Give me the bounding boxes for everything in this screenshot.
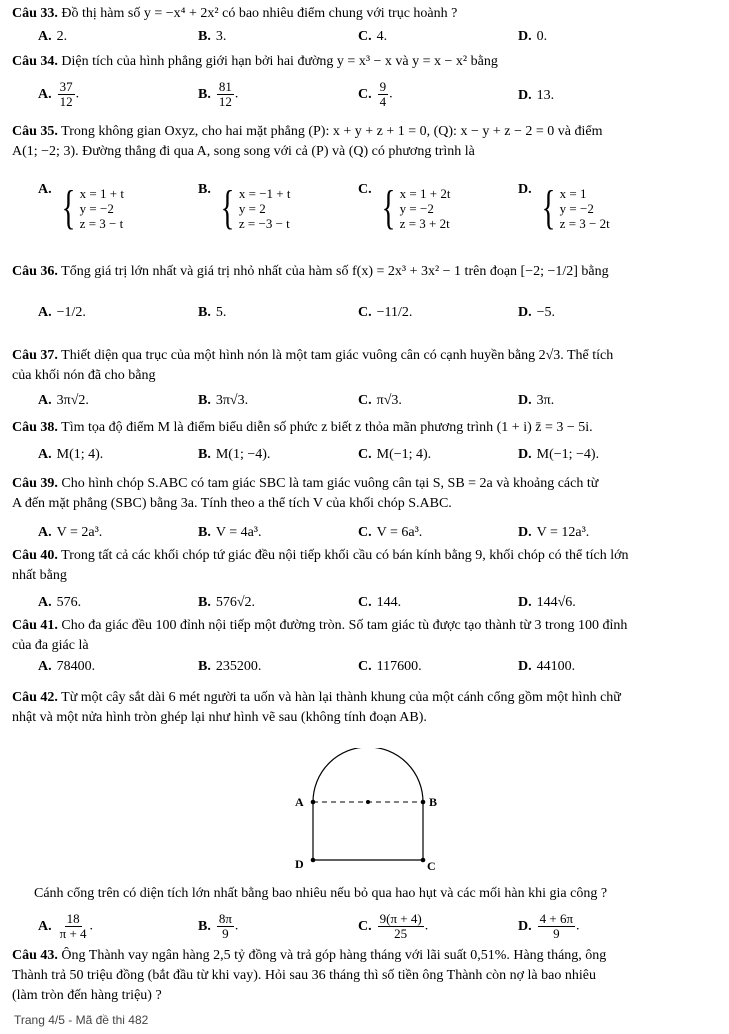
question-text: Tìm tọa độ điểm M là điểm biểu diễn số phức z biết z thỏa mãn phương trình (1 + i) z̄ = 3 − 5i. (61, 420, 593, 435)
option-d[interactable]: D. V = 12a³. (518, 525, 590, 540)
question-text: Thiết diện qua trục của một hình nón là một tam giác vuông cân có cạnh huyền bằng 2√3. Thể tích (61, 348, 614, 363)
page-footer: Trang 4/5 - Mã đề thi 482 (14, 1013, 149, 1027)
options-37 (0, 390, 729, 412)
option-c[interactable]: C. 117600. (358, 659, 422, 674)
question-text: nhật và một nửa hình tròn ghép lại như hình vẽ sau (không tính đoạn AB). (12, 710, 427, 725)
gate-figure (280, 748, 460, 878)
option-c[interactable]: C. { x = 1 + 2t y = −2 z = 3 + 2t (358, 181, 451, 234)
question-number: Câu 41. (12, 618, 58, 633)
option-c[interactable]: C. 4. (358, 29, 388, 44)
question-text: của đa giác là (12, 638, 89, 653)
question-number: Câu 42. (12, 690, 58, 705)
option-d[interactable]: D. 13. (518, 88, 555, 103)
option-d[interactable]: D. { x = 1 y = −2 z = 3 − 2t (518, 181, 610, 234)
option-a[interactable]: A. −1/2. (38, 305, 86, 320)
question-37 (12, 346, 712, 386)
question-35 (12, 122, 712, 162)
option-b[interactable]: B. 3π√3. (198, 393, 249, 408)
option-b[interactable]: B. { x = −1 + t y = 2 z = −3 − t (198, 181, 291, 234)
question-number: Câu 40. (12, 548, 58, 563)
question-text: Đồ thị hàm số y = −x⁴ + 2x² có bao nhiêu điểm chung với trục hoành ? (61, 6, 458, 21)
question-text: Tổng giá trị lớn nhất và giá trị nhỏ nhất của hàm số f(x) = 2x³ + 3x² − 1 trên đoạn [−2; −1/2] bằng (61, 264, 609, 279)
options-35 (0, 180, 729, 240)
option-c[interactable]: C. −11/2. (358, 305, 413, 320)
options-33 (0, 26, 729, 48)
question-42-prompt (34, 884, 714, 904)
option-a[interactable]: A. M(1; 4). (38, 447, 104, 462)
question-text: Trong tất cả các khối chóp tứ giác đều nội tiếp khối cầu có bán kính bằng 9, khối chóp có thể tích lớn (61, 548, 629, 563)
label-d: D (295, 857, 304, 871)
options-34 (0, 80, 729, 112)
option-c[interactable]: C. π√3. (358, 393, 402, 408)
point-d (311, 858, 316, 863)
option-a[interactable]: A. $\frac{18}{\pi + 4}$ . (38, 911, 94, 941)
question-number: Câu 35. (12, 124, 58, 139)
options-38 (0, 444, 729, 466)
option-b[interactable]: B. $\frac{8\pi}{9}$ . (198, 911, 239, 941)
question-41 (12, 616, 712, 656)
options-42 (0, 912, 729, 944)
option-b[interactable]: B. 3. (198, 29, 227, 44)
option-c[interactable]: C. V = 6a³. (358, 525, 423, 540)
semicircle-arc (313, 748, 423, 802)
option-b[interactable]: B. M(1; −4). (198, 447, 271, 462)
option-c[interactable]: C. M(−1; 4). (358, 447, 432, 462)
option-b[interactable]: B. 5. (198, 305, 227, 320)
question-text: (làm tròn đến hàng triệu) ? (12, 988, 162, 1003)
option-b[interactable]: B. $\frac{81}{12}$ . (198, 79, 239, 109)
options-36 (0, 302, 729, 332)
option-d[interactable]: D. 0. (518, 29, 548, 44)
option-d[interactable]: D. $\frac{4 + 6\pi}{9}$ . (518, 911, 580, 941)
option-a[interactable]: A. 3π√2. (38, 393, 89, 408)
option-c[interactable]: C. 144. (358, 595, 402, 610)
options-39 (0, 522, 729, 544)
question-38 (12, 418, 712, 438)
point-c (421, 858, 426, 863)
question-33 (12, 4, 712, 24)
question-number: Câu 33. (12, 6, 58, 21)
option-a[interactable]: A. V = 2a³. (38, 525, 103, 540)
option-a[interactable]: A. { x = 1 + t y = −2 z = 3 − t (38, 181, 124, 234)
option-d[interactable]: D. 3π. (518, 393, 555, 408)
option-d[interactable]: D. M(−1; −4). (518, 447, 600, 462)
question-text: Diện tích của hình phẳng giới hạn bởi hai đường y = x³ − x và y = x − x² bằng (61, 54, 498, 69)
question-43 (12, 946, 712, 1006)
question-number: Câu 37. (12, 348, 58, 363)
option-c[interactable]: C. $\frac{9(\pi + 4)}{25}$ . (358, 911, 429, 941)
option-d[interactable]: D. −5. (518, 305, 556, 320)
question-40 (12, 546, 712, 586)
option-b[interactable]: B. 235200. (198, 659, 262, 674)
option-a[interactable]: A. 78400. (38, 659, 96, 674)
option-a[interactable]: A. $\frac{37}{12}$ . (38, 79, 80, 109)
question-number: Câu 38. (12, 420, 58, 435)
option-b[interactable]: B. V = 4a³. (198, 525, 262, 540)
option-b[interactable]: B. 576√2. (198, 595, 256, 610)
question-text: Từ một cây sắt dài 6 mét người ta uốn và hàn lại thành khung của một cánh cổng gồm một hình chữ (61, 690, 621, 705)
question-text: Trong không gian Oxyz, cho hai mặt phẳng (P): x + y + z + 1 = 0, (Q): x − y + z − 2 = 0 và điểm (61, 124, 603, 139)
point-b (421, 800, 426, 805)
question-number: Câu 34. (12, 54, 58, 69)
option-d[interactable]: D. 144√6. (518, 595, 576, 610)
question-text: A(1; −2; 3). Đường thẳng đi qua A, song song với cả (P) và (Q) có phương trình là (12, 144, 475, 159)
question-number: Câu 43. (12, 948, 58, 963)
question-text: Ông Thành vay ngân hàng 2,5 tỷ đồng và trả góp hàng tháng với lãi suất 0,51%. Hàng tháng, ông (61, 948, 607, 963)
option-d[interactable]: D. 44100. (518, 659, 576, 674)
question-text: nhất bằng (12, 568, 67, 583)
question-42 (12, 688, 712, 728)
label-b: B (429, 795, 438, 809)
question-number: Câu 39. (12, 476, 58, 491)
question-text: Cánh cổng trên có diện tích lớn nhất bằng bao nhiêu nếu bỏ qua hao hụt và các mối hàn khi gia công ? (34, 886, 608, 901)
option-c[interactable]: C. $\frac{9}{4}$ . (358, 79, 393, 109)
question-text: Cho đa giác đều 100 đỉnh nội tiếp một đường tròn. Số tam giác tù được tạo thành từ 3 trong 100 đỉnh (61, 618, 628, 633)
option-a[interactable]: A. 2. (38, 29, 68, 44)
question-text: Thành trả 50 triệu đồng (bắt đầu từ khi vay). Hỏi sau 36 tháng thì số tiền ông Thành còn nợ là bao nhiêu (12, 968, 596, 983)
question-text: của khối nón đã cho bằng (12, 368, 156, 383)
point-a (311, 800, 316, 805)
options-40 (0, 592, 729, 614)
question-34 (12, 52, 712, 72)
label-c: C (427, 859, 436, 873)
option-a[interactable]: A. 576. (38, 595, 82, 610)
options-41 (0, 656, 729, 678)
label-a: A (295, 795, 304, 809)
question-39 (12, 474, 712, 514)
question-text: A đến mặt phẳng (SBC) bằng 3a. Tính theo a thể tích V của khối chóp S.ABC. (12, 496, 452, 511)
question-36 (12, 262, 712, 282)
point-center (366, 800, 370, 804)
question-text: Cho hình chóp S.ABC có tam giác SBC là tam giác vuông cân tại S, SB = 2a và khoảng cách từ (61, 476, 599, 491)
question-number: Câu 36. (12, 264, 58, 279)
